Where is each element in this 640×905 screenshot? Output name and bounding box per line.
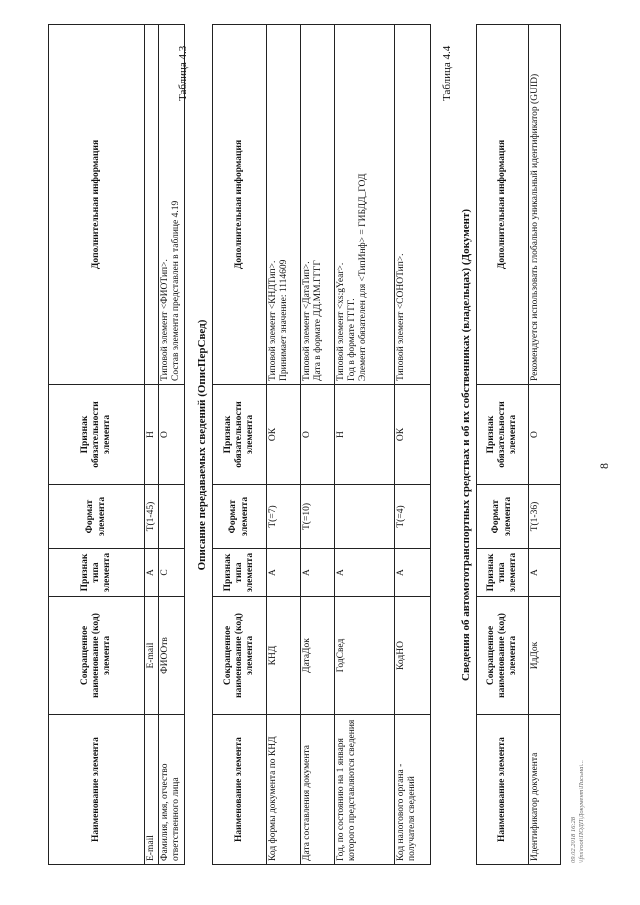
- table-row: [335, 25, 395, 865]
- cell-name: Фамилия, имя, отчество ответственного лица: [159, 715, 184, 865]
- cell-format: T(=4): [395, 485, 431, 549]
- table-title-opisperSved: Описание передаваемых сведений (ОписПерСвед): [196, 319, 208, 571]
- header-info: Дополнительная информация: [477, 25, 529, 385]
- table-row: [159, 25, 184, 865]
- cell-required: О: [529, 385, 561, 485]
- cell-type: А: [395, 549, 431, 597]
- table-title-dokument: Сведения об автомототранспортных средствах и об их собственниках (владельцах) (Документ): [460, 209, 472, 681]
- cell-format: [159, 485, 184, 549]
- cell-required: О: [159, 385, 184, 485]
- cell-type: А: [301, 549, 335, 597]
- cell-info: Типовой элемент <ДатаТип>. Дата в формате ДД.ММ.ГГГГ: [301, 25, 335, 385]
- table-row: [301, 25, 335, 865]
- cell-info: Типовой элемент <xs:gYear>. Год в формате ГГГГ. Элемент обязателен для <ТипИнф> = ГИБДД_ГОД: [335, 25, 395, 385]
- table-elements-continued: [48, 24, 185, 865]
- cell-name: E-mail: [145, 715, 159, 865]
- cell-format: T(1-36): [529, 485, 561, 549]
- file-path-stamp: [570, 760, 586, 863]
- table-row: [267, 25, 301, 865]
- cell-info: Типовой элемент <КНДТип>. Принимает значение: 1114609: [267, 25, 301, 385]
- cell-type: А: [335, 549, 395, 597]
- cell-code: КодНО: [395, 597, 431, 715]
- table-opisperSved: [212, 24, 431, 865]
- cell-required: ОК: [267, 385, 301, 485]
- header-format: Формат элемента: [49, 485, 145, 549]
- header-format: Формат элемента: [477, 485, 529, 549]
- cell-type: А: [145, 549, 159, 597]
- cell-code: E-mail: [145, 597, 159, 715]
- table-label-4-3: Таблица 4.3: [177, 45, 189, 101]
- table-row: [145, 25, 159, 865]
- cell-required: Н: [145, 385, 159, 485]
- table-label-4-4: Таблица 4.4: [441, 45, 453, 101]
- cell-format: [335, 485, 395, 549]
- cell-required: ОК: [395, 385, 431, 485]
- header-code: Сокращенное наименование (код) элемента: [49, 597, 145, 715]
- stamp-date: 09.02.2018 16:28: [570, 816, 577, 863]
- cell-code: ДатаДок: [301, 597, 335, 715]
- table-row: [395, 25, 431, 865]
- header-code: Сокращенное наименование (код) элемента: [477, 597, 529, 715]
- cell-code: ФИООтв: [159, 597, 184, 715]
- cell-info: Типовой элемент <ФИОТип>. Состав элемента представлен в таблице 4.19: [159, 25, 184, 385]
- cell-code: КНД: [267, 597, 301, 715]
- stamp-path: \\fns\root\ПОДП\Документ\Письма\...: [577, 759, 585, 863]
- cell-required: О: [301, 385, 335, 485]
- header-code: Сокращенное наименование (код) элемента: [213, 597, 267, 715]
- cell-code: ГодСвед: [335, 597, 395, 715]
- cell-format: T(=7): [267, 485, 301, 549]
- cell-type: А: [529, 549, 561, 597]
- cell-type: С: [159, 549, 184, 597]
- cell-name: Год, по состоянию на 1 января которого представляются сведения: [335, 715, 395, 865]
- cell-name: Код налогового органа - получателя сведений: [395, 715, 431, 865]
- cell-required: Н: [335, 385, 395, 485]
- cell-format: T(1-45): [145, 485, 159, 549]
- header-format: Формат элемента: [213, 485, 267, 549]
- page-number: 8: [597, 463, 611, 469]
- cell-code: ИдДок: [529, 597, 561, 715]
- header-element-name: Наименование элемента: [477, 715, 529, 865]
- table-row: [529, 25, 561, 865]
- cell-info: [145, 25, 159, 385]
- header-required: Признак обязательности элемента: [49, 385, 145, 485]
- header-required: Признак обязательности элемента: [213, 385, 267, 485]
- header-info: Дополнительная информация: [49, 25, 145, 385]
- header-type: Признак типа элемента: [49, 549, 145, 597]
- header-info: Дополнительная информация: [213, 25, 267, 385]
- table-dokument: [476, 24, 561, 865]
- header-element-name: Наименование элемента: [49, 715, 145, 865]
- header-element-name: Наименование элемента: [213, 715, 267, 865]
- cell-name: Код формы документа по КНД: [267, 715, 301, 865]
- header-required: Признак обязательности элемента: [477, 385, 529, 485]
- header-type: Признак типа элемента: [213, 549, 267, 597]
- cell-info: Рекомендуется использовать глобально уникальный идентификатор (GUID): [529, 25, 561, 385]
- header-type: Признак типа элемента: [477, 549, 529, 597]
- cell-info: Типовой элемент <СОНОТип>.: [395, 25, 431, 385]
- cell-name: Идентификатор документа: [529, 715, 561, 865]
- cell-format: T(=10): [301, 485, 335, 549]
- cell-type: А: [267, 549, 301, 597]
- cell-name: Дата составления документа: [301, 715, 335, 865]
